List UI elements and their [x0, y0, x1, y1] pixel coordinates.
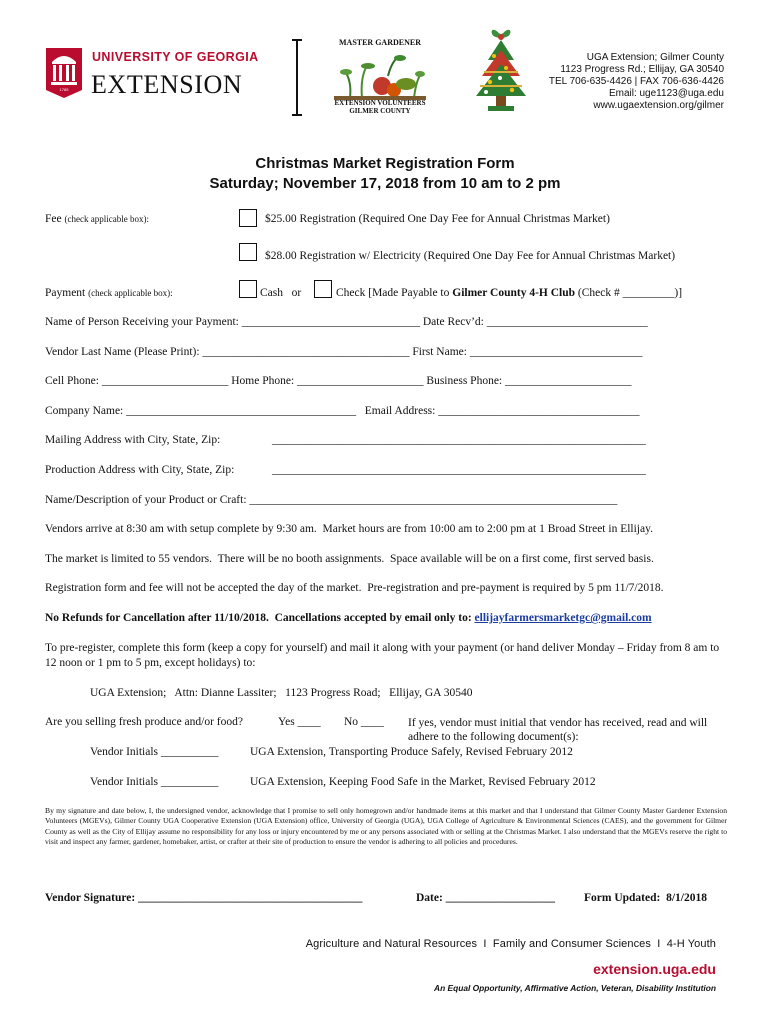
address-line2: 1123 Progress Rd.; Ellijay, GA 30540: [560, 64, 724, 75]
mg-logo-line2: EXTENSION VOLUNTEERS: [334, 99, 426, 107]
footer-url[interactable]: extension.uga.edu: [593, 961, 716, 977]
form-updated: Form Updated: 8/1/2018: [584, 892, 707, 904]
mg-logo-line3: GILMER COUNTY: [349, 107, 411, 115]
vendor-disclaimer: By my signature and date below, I, the undersigned vendor, acknowledge that I promise to sell only homegrown and/or handmade items at this market and that I understand that Gilmer County Master Gardener Extension Volunteers (MGEVs), Gilmer County UGA Cooperative Extension (UGA Extension) office, University of Georgia (UGA), UGA College of Agriculture & Environmental Sciences (CAES), and the government for Gilmer County as well as the City of Ellijay assume no responsibility for any loss or injury encountered by me or any persons associated with or selling at the Christmas Market. I also understand that the MGEVs reserve the right to visit and inspect any farmer, gardener, homebaker, artist, or crafter at their site of production to ensure the vendor is adhering to all policies and procedures.: [45, 806, 727, 847]
receiver-field[interactable]: Name of Person Receiving your Payment: _______________________________ Date Recv’d: ____________________________: [45, 316, 648, 328]
vendor-name-field[interactable]: Vendor Last Name (Please Print): ____________________________________ First Name: ______________________________: [45, 346, 643, 358]
transporting-produce-doc: UGA Extension, Transporting Produce Safely, Revised February 2012: [250, 746, 573, 758]
refund-email-link[interactable]: ellijayfarmersmarketgc@gmail.com: [474, 612, 652, 624]
preregistration-info: Registration form and fee will not be accepted the day of the market. Pre-registration and pre-payment is required by 5 pm 11/7/2018.: [45, 582, 664, 594]
payment-check-post: (Check # _________)]: [575, 287, 683, 299]
form-title-line1: Christmas Market Registration Form: [255, 155, 515, 172]
form-title: [0, 154, 770, 194]
header-divider-cap-top: [292, 39, 302, 41]
signature-date-field[interactable]: Date: ___________________: [416, 892, 555, 904]
fee-option2-label: $28.00 Registration w/ Electricity (Required One Day Fee for Annual Christmas Market): [265, 250, 676, 262]
vendor-limit-info: The market is limited to 55 vendors. There will be no booth assignments. Space available will be on a first come, first served basis.: [45, 553, 654, 565]
mail-address: UGA Extension; Attn: Dianne Lassiter; 1123 Progress Road; Ellijay, GA 30540: [90, 687, 473, 699]
uga-arch-year: 1785: [59, 87, 69, 92]
header-divider: [296, 40, 298, 116]
produce-note: If yes, vendor must initial that vendor has received, read and will adhere to the following document(s):: [408, 717, 708, 743]
fee-label-text: Fee: [45, 213, 62, 225]
address-line1: UGA Extension; Gilmer County: [586, 52, 724, 63]
footer-programs: Agriculture and Natural Resources I Family and Consumer Sciences I 4-H Youth: [305, 938, 716, 950]
address-line3: TEL 706-635-4426 | FAX 706-636-4426: [548, 76, 724, 87]
address-email: Email: uge1123@uga.edu: [608, 88, 724, 99]
arrival-info: Vendors arrive at 8:30 am with setup complete by 9:30 am. Market hours are from 10:00 am to 2:00 pm at 1 Broad Street in Ellijay.: [45, 523, 653, 535]
payment-check-checkbox[interactable]: [314, 280, 332, 298]
refund-policy: [45, 612, 652, 624]
produce-question: Are you selling fresh produce and/or food?: [45, 716, 243, 728]
footer-eeo: An Equal Opportunity, Affirmative Action, Veteran, Disability Institution: [434, 983, 716, 993]
mg-logo-line1: MASTER GARDENER: [338, 38, 421, 47]
mail-instructions: To pre-register, complete this form (keep a copy for yourself) and mail it along with your payment (or hand deliver Monday – Friday from 8 am to 12 noon or 1 pm to 5 pm, except holidays) to:: [45, 642, 720, 669]
refund-policy-text: No Refunds for Cancellation after 11/10/2018. Cancellations accepted by email only to:: [45, 612, 472, 624]
produce-no-field[interactable]: No ____: [344, 716, 384, 728]
vendor-signature-field[interactable]: Vendor Signature: _______________________________________: [45, 892, 363, 904]
mailing-address-label: Mailing Address with City, State, Zip:: [45, 434, 221, 446]
payment-label: [45, 287, 173, 299]
payment-check-label: [336, 287, 682, 299]
master-gardener-logo: [330, 36, 430, 116]
phone-fields[interactable]: Cell Phone: ______________________ Home Phone: ______________________ Business Phone: ______________________: [45, 375, 632, 387]
payment-check-payee: Gilmer County 4-H Club: [452, 287, 576, 299]
payment-hint: (check applicable box):: [88, 288, 173, 298]
fee-hint: (check applicable box):: [64, 214, 149, 224]
production-address-label: Production Address with City, State, Zip:: [45, 464, 235, 476]
product-description-field[interactable]: Name/Description of your Product or Craft: ________________________________________________________________: [45, 494, 618, 506]
form-title-line2: Saturday; November 17, 2018 from 10 am to 2 pm: [209, 175, 561, 192]
address-block: [549, 52, 724, 112]
payment-cash-checkbox[interactable]: [239, 280, 257, 298]
uga-extension-logo: [44, 44, 264, 100]
vegetables-icon: [330, 50, 430, 100]
address-website: www.ugaextension.org/gilmer: [593, 100, 724, 111]
food-safe-doc: UGA Extension, Keeping Food Safe in the Market, Revised February 2012: [250, 776, 596, 788]
vendor-initials-2[interactable]: Vendor Initials __________: [90, 776, 219, 788]
payment-cash-label: Cash or: [260, 287, 302, 299]
vendor-initials-1[interactable]: Vendor Initials __________: [90, 746, 219, 758]
header-divider-cap-bottom: [292, 114, 302, 116]
produce-yes-field[interactable]: Yes ____: [278, 716, 321, 728]
payment-check-pre: Check [Made Payable to: [336, 287, 453, 299]
production-address-line[interactable]: _________________________________________________________________: [272, 464, 646, 476]
fee-option2-checkbox[interactable]: [239, 243, 257, 261]
mailing-address-line[interactable]: _________________________________________________________________: [272, 434, 646, 446]
uga-logo-line2: EXTENSION: [91, 70, 243, 99]
uga-logo-line1: UNIVERSITY OF GEORGIA: [92, 50, 259, 64]
fee-option1-checkbox[interactable]: [239, 209, 257, 227]
christmas-tree-icon: [470, 26, 532, 114]
company-email-fields[interactable]: Company Name: ________________________________________ Email Address: ___________________________________: [45, 405, 640, 417]
fee-option1-label: $25.00 Registration (Required One Day Fee for Annual Christmas Market): [265, 213, 610, 225]
payment-label-text: Payment: [45, 287, 86, 299]
fee-label: [45, 213, 149, 225]
